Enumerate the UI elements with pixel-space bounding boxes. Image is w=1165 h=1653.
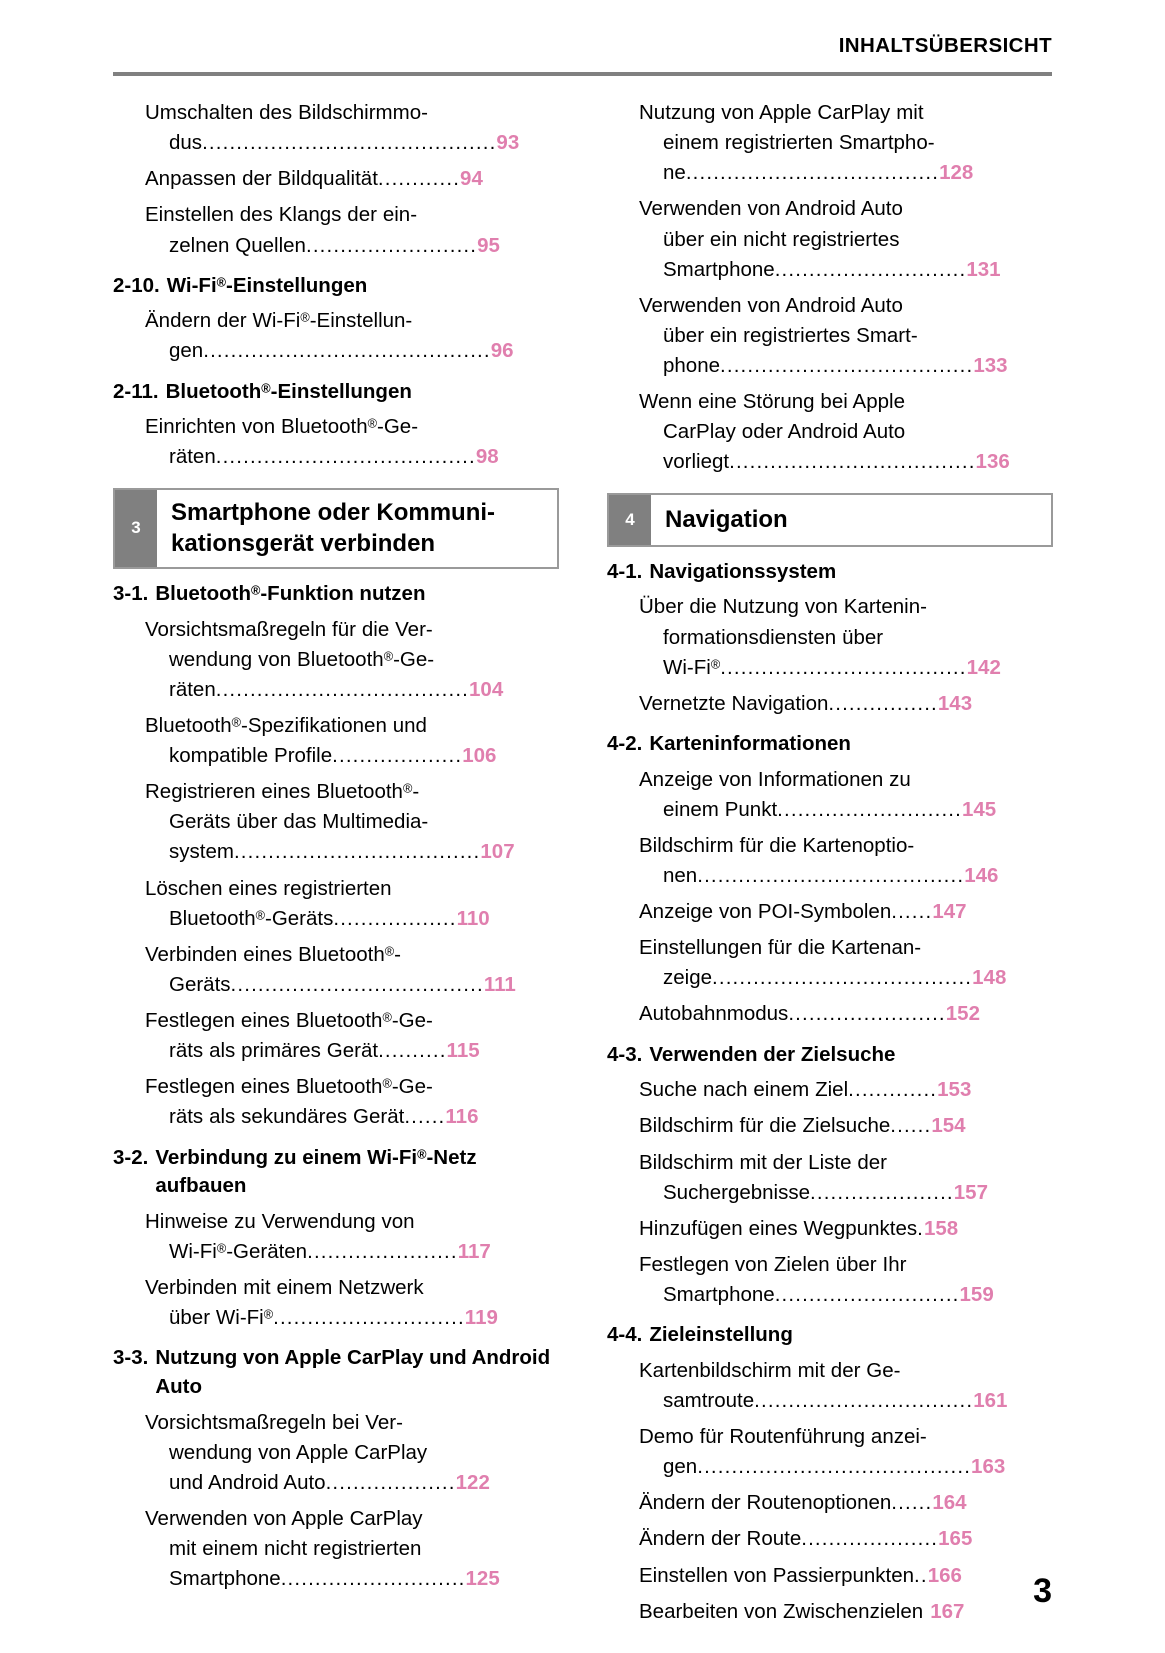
toc-entry-text: Bildschirm mit der Liste der bbox=[639, 1150, 888, 1174]
toc-entry-text: Hinzufügen eines Wegpunktes bbox=[639, 1216, 918, 1240]
section-title: Navigationssystem bbox=[649, 559, 837, 583]
toc-entry-text: Smartphone bbox=[663, 257, 775, 281]
registered-mark: ® bbox=[261, 380, 271, 396]
toc-entry[interactable] bbox=[607, 1488, 1053, 1518]
dot-leader: ..................................... bbox=[230, 972, 484, 996]
section-title: Verwenden der Zielsuche bbox=[649, 1042, 896, 1066]
toc-section-heading bbox=[607, 730, 1053, 759]
toc-entry-tail bbox=[306, 234, 500, 257]
toc-entry[interactable] bbox=[607, 765, 1053, 825]
toc-entry-tail bbox=[216, 678, 504, 701]
registered-mark: ® bbox=[250, 582, 261, 598]
toc-entry-tail bbox=[720, 354, 1008, 377]
toc-page-number: 104 bbox=[469, 677, 504, 701]
page-header bbox=[113, 34, 1052, 74]
dot-leader: ...... bbox=[891, 1491, 933, 1515]
dot-leader: .................................... bbox=[729, 450, 976, 474]
dot-leader: ........................................... bbox=[202, 131, 497, 155]
toc-entry-text: Anpassen der Bildqualität bbox=[145, 167, 378, 191]
toc-page-number: 131 bbox=[966, 257, 1001, 281]
toc-page-number: 154 bbox=[931, 1114, 966, 1138]
toc-entry[interactable] bbox=[113, 306, 559, 366]
toc-entry-tail bbox=[788, 1002, 980, 1025]
toc-entry[interactable] bbox=[607, 1214, 1053, 1244]
toc-entry-tail bbox=[378, 167, 483, 190]
toc-entry[interactable] bbox=[113, 164, 559, 194]
registered-mark: ® bbox=[300, 309, 310, 325]
dot-leader: ........................... bbox=[280, 1567, 466, 1591]
toc-entry-text: wendung von Apple CarPlay bbox=[169, 1440, 428, 1464]
toc-entry[interactable] bbox=[607, 98, 1053, 188]
toc-section-heading bbox=[607, 1321, 1053, 1350]
toc-page-number: 111 bbox=[483, 972, 516, 996]
toc-column-left bbox=[113, 92, 559, 1627]
toc-entry-text: gen bbox=[663, 1455, 698, 1479]
toc-entry-text: zeige bbox=[663, 966, 713, 990]
toc-entry-tail bbox=[332, 744, 496, 767]
toc-entry-tail bbox=[917, 1217, 958, 1240]
chapter-banner[interactable] bbox=[113, 488, 559, 569]
toc-entry-text: mit einem nicht registrierten bbox=[169, 1537, 422, 1561]
toc-entry-text: Wi-Fi® bbox=[663, 655, 721, 679]
toc-page-number: 158 bbox=[923, 1216, 959, 1240]
registered-mark: ® bbox=[417, 1146, 427, 1162]
toc-page-number: 164 bbox=[932, 1491, 967, 1515]
dot-leader: ............ bbox=[377, 167, 461, 191]
toc-entry-tail bbox=[775, 258, 1001, 281]
toc-entry-text: einem registrierten Smartpho- bbox=[663, 131, 935, 155]
registered-mark: ® bbox=[263, 1306, 274, 1322]
toc-page-number: 117 bbox=[457, 1240, 491, 1264]
toc-page-number: 128 bbox=[939, 161, 974, 185]
toc-section-heading bbox=[113, 1344, 559, 1401]
chapter-title: Navigation bbox=[665, 505, 788, 533]
registered-mark: ® bbox=[231, 714, 241, 730]
toc-entry-text: Ändern der Routenoptionen bbox=[639, 1491, 892, 1515]
toc-entry-text: Kartenbildschirm mit der Ge- bbox=[639, 1358, 901, 1382]
toc-entry[interactable] bbox=[113, 1072, 559, 1132]
section-number: 3-1. bbox=[113, 581, 149, 605]
toc-page-number: 159 bbox=[959, 1283, 994, 1306]
registered-mark: ® bbox=[367, 415, 378, 431]
toc-entry-tail bbox=[203, 339, 513, 362]
toc-entry-text: Über die Nutzung von Kartenin- bbox=[639, 595, 927, 619]
toc-entry[interactable] bbox=[113, 1207, 559, 1267]
toc-entry-text: über ein registriertes Smart- bbox=[663, 323, 918, 347]
toc-entry-text: Bluetooth®-Geräts bbox=[169, 906, 334, 930]
toc-page-number: 122 bbox=[455, 1471, 490, 1495]
toc-section-heading bbox=[113, 378, 559, 407]
toc-page-number: 146 bbox=[964, 863, 999, 887]
toc-entry-text: zelnen Quellen bbox=[169, 233, 306, 257]
toc-page-number: 96 bbox=[490, 339, 514, 363]
section-number: 4-3. bbox=[607, 1042, 643, 1066]
section-title: Bluetooth®-Funktion nutzen bbox=[155, 581, 426, 605]
toc-entry-text: Einstellen von Passierpunkten bbox=[639, 1563, 915, 1587]
toc-entry-text: Verbinden eines Bluetooth®- bbox=[145, 942, 401, 966]
toc-entry[interactable] bbox=[113, 615, 559, 705]
toc-entry-tail bbox=[281, 1567, 500, 1590]
toc-entry-tail bbox=[273, 1306, 498, 1329]
toc-entry[interactable] bbox=[607, 1356, 1053, 1416]
toc-entry-text: Ändern der Wi-Fi®-Einstellun- bbox=[145, 309, 413, 333]
toc-entry-text: räten bbox=[169, 677, 216, 701]
toc-entry-tail bbox=[404, 1105, 478, 1128]
toc-entry-text: Vorsichtsmaßregeln für die Ver- bbox=[145, 617, 433, 641]
section-number: 4-2. bbox=[607, 731, 643, 755]
toc-entry-text: Anzeige von POI-Symbolen bbox=[639, 900, 892, 924]
section-title: Nutzung von Apple CarPlay und Android Auto bbox=[155, 1346, 551, 1399]
toc-entry[interactable] bbox=[607, 1561, 1053, 1591]
toc-entry-text: räts als sekundäres Gerät bbox=[169, 1105, 405, 1129]
dot-leader: ..................................... bbox=[685, 161, 940, 185]
toc-page-number: 143 bbox=[937, 691, 973, 715]
toc-entry-tail bbox=[697, 864, 998, 887]
toc-page-number: 95 bbox=[477, 233, 500, 257]
toc-entry[interactable] bbox=[113, 1504, 559, 1594]
toc-entry-tail bbox=[234, 840, 515, 863]
section-title: Wi-Fi®-Einstellungen bbox=[166, 273, 368, 297]
chapter-number-badge: 4 bbox=[609, 495, 651, 545]
toc-page-number: 142 bbox=[966, 655, 1001, 679]
toc-entry-tail bbox=[923, 1600, 964, 1623]
toc-page-number: 148 bbox=[972, 966, 1007, 990]
toc-entry-text: Wi-Fi®-Geräten bbox=[169, 1240, 308, 1264]
section-title: Zieleinstellung bbox=[649, 1323, 793, 1347]
toc-page-number: 94 bbox=[460, 167, 483, 191]
toc-entry-text: Suche nach einem Ziel bbox=[639, 1078, 849, 1102]
registered-mark: ® bbox=[710, 656, 721, 672]
chapter-number-badge: 3 bbox=[115, 490, 157, 567]
toc-entry-text: und Android Auto bbox=[169, 1471, 326, 1495]
toc-entry[interactable] bbox=[113, 1273, 559, 1333]
toc-page-number: 133 bbox=[973, 354, 1008, 377]
registered-mark: ® bbox=[216, 1240, 227, 1256]
dot-leader: ...................................... bbox=[712, 966, 973, 990]
toc-entry-text: samtroute bbox=[663, 1388, 755, 1412]
toc-entry-tail bbox=[828, 692, 972, 715]
toc-entry-text: Wenn eine Störung bei Apple bbox=[639, 390, 905, 414]
registered-mark: ® bbox=[382, 1009, 392, 1025]
toc-entry-tail bbox=[326, 1471, 490, 1494]
toc-page-number: 153 bbox=[937, 1078, 972, 1102]
toc-section-heading bbox=[113, 580, 559, 609]
toc-page-number: 98 bbox=[475, 445, 499, 469]
toc-content bbox=[113, 92, 1052, 1627]
registered-mark: ® bbox=[382, 1075, 392, 1091]
toc-entry-text: Verwenden von Android Auto bbox=[639, 293, 903, 317]
toc-entry[interactable] bbox=[607, 1111, 1053, 1141]
toc-page-number: 157 bbox=[953, 1180, 988, 1204]
dot-leader: .................................... bbox=[720, 655, 967, 679]
section-number: 2-11. bbox=[113, 379, 159, 403]
toc-entry-text: Umschalten des Bildschirmmo- bbox=[145, 101, 428, 124]
toc-entry[interactable] bbox=[607, 689, 1053, 719]
toc-entry-tail bbox=[754, 1389, 1007, 1412]
toc-entry-tail bbox=[720, 656, 1001, 679]
dot-leader: ...... bbox=[891, 900, 933, 924]
toc-column-right bbox=[607, 92, 1053, 1627]
toc-page-number: 163 bbox=[971, 1455, 1006, 1479]
toc-entry-text: Einrichten von Bluetooth®-Ge- bbox=[145, 415, 419, 439]
toc-entry-text: über ein nicht registriertes bbox=[663, 227, 900, 251]
dot-leader: ......................... bbox=[305, 233, 478, 257]
dot-leader: ........................... bbox=[777, 797, 962, 821]
toc-entry[interactable] bbox=[607, 831, 1053, 891]
toc-section-heading bbox=[113, 272, 559, 301]
toc-entry-text: einem Punkt bbox=[663, 797, 778, 821]
registered-mark: ® bbox=[255, 907, 265, 923]
toc-entry-text: Geräts über das Multimedia- bbox=[169, 810, 429, 834]
dot-leader: .......... bbox=[378, 1039, 447, 1063]
toc-entry-text: Einstellungen für die Kartenan- bbox=[639, 936, 922, 960]
toc-entry-tail bbox=[231, 973, 516, 996]
toc-entry-text: vorliegt bbox=[663, 450, 730, 474]
toc-entry-text: Smartphone bbox=[663, 1283, 775, 1306]
toc-entry-tail bbox=[333, 907, 489, 930]
toc-entry-tail bbox=[891, 1491, 966, 1514]
dot-leader: ...... bbox=[890, 1114, 932, 1138]
section-number: 3-2. bbox=[113, 1145, 149, 1169]
dot-leader: ...................... bbox=[307, 1240, 458, 1264]
toc-entry[interactable] bbox=[607, 194, 1053, 284]
toc-page-number: 161 bbox=[973, 1388, 1008, 1412]
toc-entry-tail bbox=[775, 1283, 994, 1306]
toc-page-number: 167 bbox=[930, 1599, 965, 1623]
toc-entry-text: Bildschirm für die Zielsuche bbox=[639, 1114, 891, 1138]
toc-section-heading bbox=[607, 558, 1053, 587]
toc-entry[interactable] bbox=[607, 1148, 1053, 1208]
dot-leader: ............................ bbox=[273, 1306, 465, 1330]
toc-entry-text: kompatible Profile bbox=[169, 744, 333, 768]
toc-entry-text: ne bbox=[663, 161, 686, 185]
dot-leader: ........................................ bbox=[697, 1455, 972, 1479]
header-divider bbox=[113, 72, 1052, 76]
toc-entry[interactable] bbox=[607, 999, 1053, 1029]
toc-entry[interactable] bbox=[607, 897, 1053, 927]
toc-entry-text: Registrieren eines Bluetooth®- bbox=[145, 780, 420, 804]
chapter-banner[interactable] bbox=[607, 493, 1053, 547]
toc-entry-tail bbox=[890, 1114, 965, 1137]
toc-entry-text: Löschen eines registrierten bbox=[145, 876, 392, 900]
toc-entry-tail bbox=[729, 450, 1010, 473]
registered-mark: ® bbox=[383, 648, 394, 664]
toc-entry[interactable] bbox=[607, 933, 1053, 993]
dot-leader: ..................................... bbox=[215, 677, 470, 701]
toc-entry-text: Festlegen eines Bluetooth®-Ge- bbox=[145, 1075, 433, 1099]
toc-page-number: 116 bbox=[445, 1105, 479, 1129]
toc-entry-text: dus bbox=[169, 131, 203, 155]
toc-entry[interactable] bbox=[607, 592, 1053, 682]
chapter-title: Smartphone oder Kommuni- kationsgerät verbinden bbox=[171, 498, 496, 557]
toc-entry-text: Festlegen eines Bluetooth®-Ge- bbox=[145, 1009, 433, 1033]
dot-leader: .................................... bbox=[233, 840, 481, 864]
toc-page-number: 165 bbox=[938, 1527, 973, 1551]
toc-section-heading bbox=[607, 1041, 1053, 1070]
toc-entry-text: Bearbeiten von Zwischenzielen bbox=[639, 1599, 924, 1623]
registered-mark: ® bbox=[402, 780, 413, 796]
toc-page-number: 152 bbox=[945, 1002, 980, 1026]
toc-entry[interactable] bbox=[607, 1597, 1053, 1627]
toc-entry-text: Demo für Routenführung anzei- bbox=[639, 1425, 927, 1449]
dot-leader: ........................... bbox=[774, 1283, 960, 1306]
toc-entry[interactable] bbox=[113, 200, 559, 260]
toc-entry-text: Festlegen von Zielen über Ihr bbox=[639, 1252, 907, 1276]
toc-entry-tail bbox=[810, 1181, 988, 1204]
dot-leader: ................... bbox=[332, 744, 463, 768]
toc-entry-text: Bildschirm für die Kartenoptio- bbox=[639, 833, 915, 857]
toc-entry-text: Autobahnmodus bbox=[639, 1002, 789, 1026]
toc-page-number: 136 bbox=[975, 450, 1010, 474]
toc-page-number: 147 bbox=[932, 900, 967, 924]
toc-entry-text: Verwenden von Apple CarPlay bbox=[145, 1507, 423, 1531]
dot-leader: ...... bbox=[404, 1105, 446, 1129]
dot-leader: ....................... bbox=[788, 1002, 946, 1026]
toc-page-number: 166 bbox=[927, 1563, 962, 1587]
toc-entry-text: Nutzung von Apple CarPlay mit bbox=[639, 101, 924, 124]
dot-leader: .. bbox=[914, 1563, 928, 1587]
dot-leader: ................................ bbox=[754, 1388, 974, 1412]
toc-entry-text: system bbox=[169, 840, 234, 864]
dot-leader: ................... bbox=[325, 1471, 456, 1495]
dot-leader: ..................................... bbox=[720, 354, 974, 377]
toc-entry-text: Smartphone bbox=[169, 1567, 281, 1591]
toc-entry-tail bbox=[216, 445, 499, 468]
toc-entry-text: Einstellen des Klangs der ein- bbox=[145, 203, 418, 227]
toc-entry-tail bbox=[202, 131, 519, 154]
toc-entry-text: Ändern der Route bbox=[639, 1527, 802, 1551]
dot-leader: . bbox=[917, 1216, 924, 1240]
toc-entry-tail bbox=[307, 1240, 491, 1263]
dot-leader: .................. bbox=[333, 906, 457, 930]
dot-leader: .................... bbox=[801, 1527, 939, 1551]
registered-mark: ® bbox=[384, 943, 395, 959]
toc-page-number: 93 bbox=[496, 131, 520, 155]
toc-entry-text: wendung von Bluetooth®-Ge- bbox=[169, 647, 435, 671]
section-title: Karteninformationen bbox=[649, 731, 851, 755]
toc-entry-tail bbox=[686, 161, 974, 184]
toc-entry-text: Geräts bbox=[169, 972, 231, 996]
toc-entry-tail bbox=[697, 1455, 1005, 1478]
toc-entry[interactable] bbox=[113, 777, 559, 867]
toc-entry[interactable] bbox=[607, 1075, 1053, 1105]
toc-entry[interactable] bbox=[113, 1006, 559, 1066]
toc-page-number: 119 bbox=[464, 1306, 498, 1330]
toc-page-number: 125 bbox=[465, 1567, 500, 1591]
toc-entry-tail bbox=[777, 798, 996, 821]
section-title: Bluetooth®-Einstellungen bbox=[165, 379, 412, 403]
section-number: 4-1. bbox=[607, 559, 643, 583]
section-number: 3-3. bbox=[113, 1346, 149, 1370]
toc-entry[interactable] bbox=[113, 1408, 559, 1498]
toc-page-number: 107 bbox=[480, 840, 515, 864]
toc-entry[interactable] bbox=[113, 412, 559, 472]
toc-entry-tail bbox=[914, 1564, 962, 1587]
toc-entry[interactable] bbox=[113, 711, 559, 771]
toc-entry-text: Vorsichtsmaßregeln bei Ver- bbox=[145, 1410, 403, 1434]
section-number: 2-10. bbox=[113, 273, 160, 297]
toc-page-number: 115 bbox=[446, 1039, 480, 1063]
toc-entry[interactable] bbox=[607, 1422, 1053, 1482]
dot-leader: ............. bbox=[848, 1078, 938, 1102]
toc-entry-tail bbox=[378, 1039, 480, 1062]
toc-entry-tail bbox=[848, 1078, 971, 1101]
toc-entry[interactable] bbox=[607, 387, 1053, 477]
toc-entry[interactable] bbox=[113, 98, 559, 158]
dot-leader: .......................................... bbox=[203, 339, 491, 363]
toc-entry-text: Suchergebnisse bbox=[663, 1180, 811, 1204]
section-title: Verbindung zu einem Wi-Fi®-Netz aufbauen bbox=[155, 1145, 477, 1198]
toc-entry-text: Hinweise zu Verwendung von bbox=[145, 1209, 415, 1233]
toc-entry-text: Vernetzte Navigation bbox=[639, 691, 829, 715]
section-number: 4-4. bbox=[607, 1323, 643, 1347]
dot-leader: ....................................... bbox=[697, 863, 965, 887]
toc-page-number: 110 bbox=[456, 906, 490, 930]
toc-entry[interactable] bbox=[607, 291, 1053, 381]
toc-entry-text: Bluetooth®-Spezifikationen und bbox=[145, 713, 427, 737]
dot-leader: ............................ bbox=[774, 257, 967, 281]
toc-entry[interactable] bbox=[113, 940, 559, 1000]
dot-leader: ...................................... bbox=[215, 445, 476, 469]
toc-entry[interactable] bbox=[113, 874, 559, 934]
toc-entry-text: räten bbox=[169, 445, 216, 469]
toc-page-number: 106 bbox=[462, 744, 497, 768]
toc-entry-text: Verwenden von Android Auto bbox=[639, 197, 903, 221]
toc-entry[interactable] bbox=[607, 1250, 1053, 1310]
toc-entry-tail bbox=[891, 900, 966, 923]
toc-entry-text: räts als primäres Gerät bbox=[169, 1039, 379, 1063]
toc-entry[interactable] bbox=[607, 1524, 1053, 1554]
toc-page-number: 145 bbox=[962, 797, 997, 821]
dot-leader: ..................... bbox=[810, 1180, 954, 1204]
toc-entry-tail bbox=[712, 966, 1006, 989]
toc-entry-text: Anzeige von Informationen zu bbox=[639, 767, 911, 791]
toc-section-heading bbox=[113, 1144, 559, 1201]
toc-entry-text: formationsdiensten über bbox=[663, 625, 884, 649]
toc-entry-text: phone bbox=[663, 354, 721, 377]
toc-entry-text: gen bbox=[169, 339, 204, 363]
toc-entry-text: CarPlay oder Android Auto bbox=[663, 420, 906, 444]
page-title: INHALTSÜBERSICHT bbox=[838, 34, 1052, 57]
toc-entry-tail bbox=[801, 1527, 972, 1550]
toc-entry-text: über Wi-Fi® bbox=[169, 1306, 274, 1330]
toc-entry-text: Verbinden mit einem Netzwerk bbox=[145, 1276, 424, 1300]
dot-leader: ................ bbox=[828, 691, 938, 715]
registered-mark: ® bbox=[216, 274, 227, 290]
page-folio: 3 bbox=[1033, 1572, 1052, 1610]
toc-entry-text: nen bbox=[663, 863, 698, 887]
